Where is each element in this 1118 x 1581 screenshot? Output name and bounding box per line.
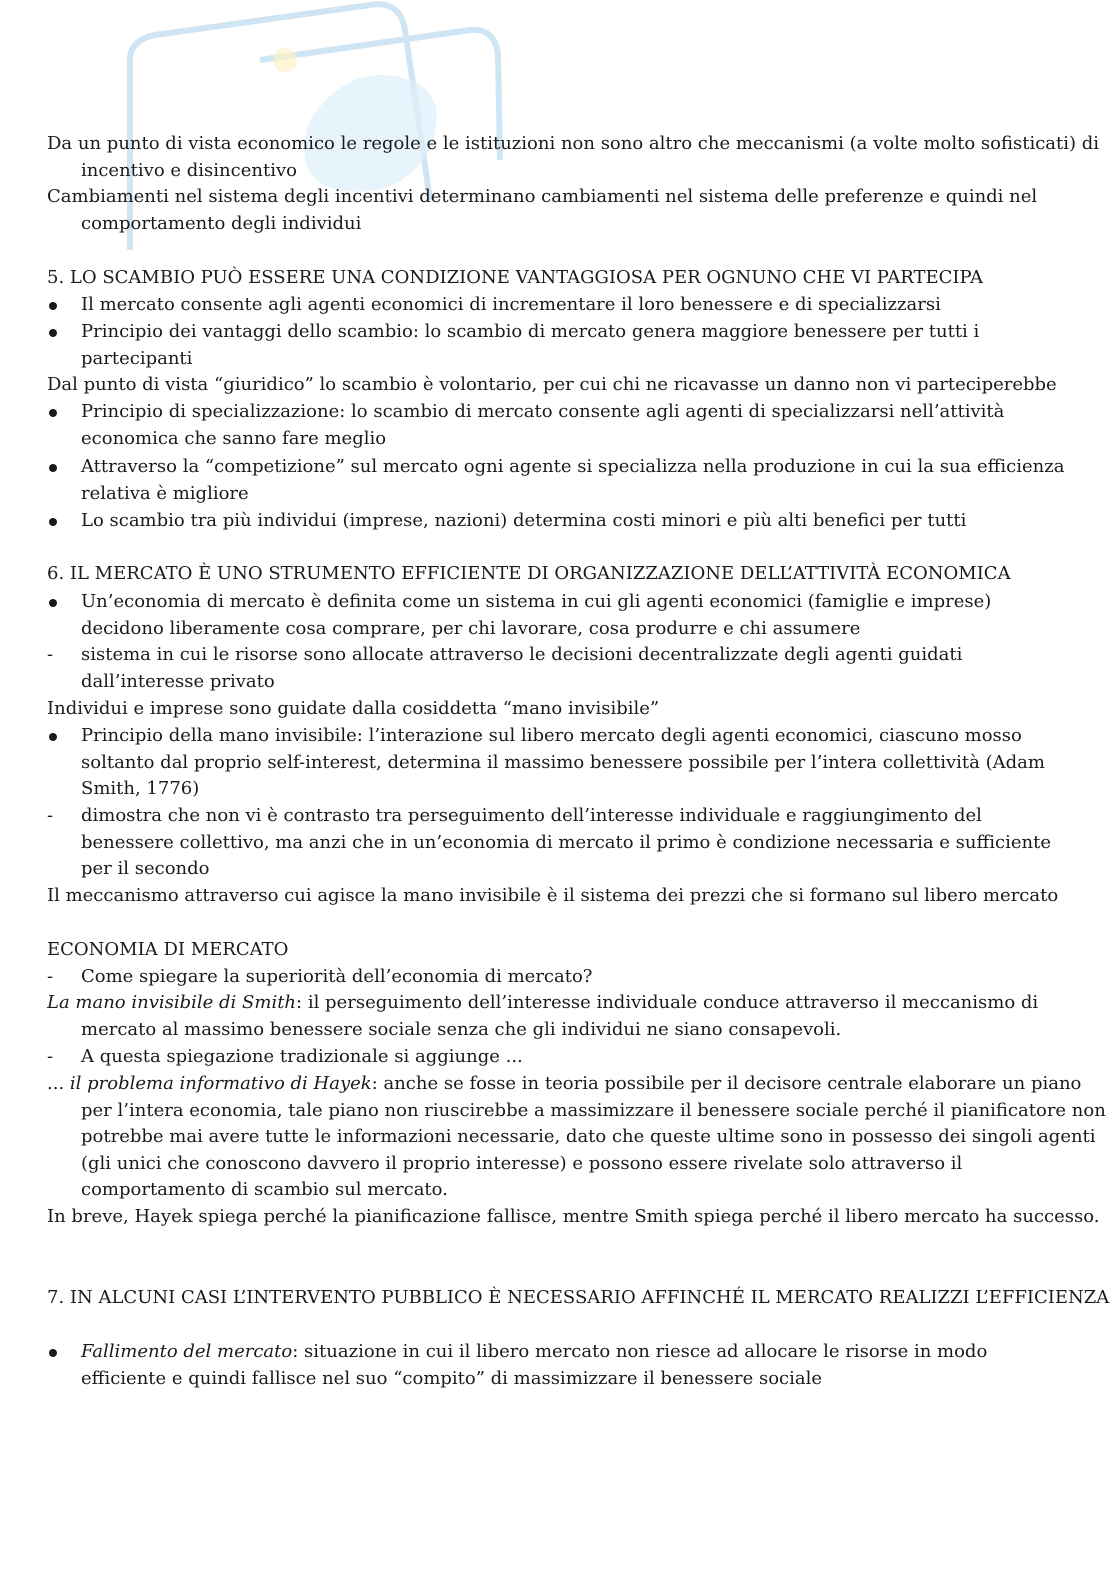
dash-icon: -	[47, 1046, 54, 1067]
paragraph: ... il problema informativo di Hayek: anche se fosse in teoria possibile per il decisore centrale elaborare un piano per l’intera economia, tale piano non riuscirebbe a massimizzare il benessere sociale perché il pianificatore non potrebbe mai avere tutte le informazioni necessarie, dato che queste ultime sono in possesso dei singoli agenti (gli unici che conoscono davvero il proprio interesse) e possono essere rivelate solo attraverso il comportamento di scambio sul mercato.	[47, 1073, 1106, 1201]
list-item: Il mercato consente agli agenti economici di incrementare il loro benessere e di specializzarsi	[47, 292, 1077, 319]
paragraph: In breve, Hayek spiega perché la pianificazione fallisce, mentre Smith spiega perché il libero mercato ha successo.	[47, 1206, 1100, 1227]
list-item: Un’economia di mercato è definita come un sistema in cui gli agenti economici (famiglie e imprese) decidono liberamente cosa comprare, per chi lavorare, cosa produrre e chi assumere	[47, 589, 1077, 642]
list-item: Fallimento del mercato: situazione in cui il libero mercato non riesce ad allocare le risorse in modo efficiente e quindi fallisce nel suo “compito” di massimizzare il benessere sociale	[47, 1339, 1077, 1392]
dash-icon: -	[47, 644, 54, 665]
paragraph: Individui e imprese sono guidate dalla cosiddetta “mano invisibile”	[47, 698, 660, 719]
paragraph: Dal punto di vista “giuridico” lo scambio è volontario, per cui chi ne ricavasse un danno non vi parteciperebbe	[47, 374, 1057, 395]
list-item: Attraverso la “competizione” sul mercato ogni agente si specializza nella produzione in cui la sua efficienza relativa è migliore	[47, 454, 1077, 507]
paragraph: La mano invisibile di Smith: il perseguimento dell’interesse individuale conduce attraverso il meccanismo di mercato al massimo benessere sociale senza che gli individui ne siano consapevoli.	[47, 992, 1039, 1040]
dash-icon: -	[47, 805, 54, 826]
intro-paragraph-1: Da un punto di vista economico le regole e le istituzioni non sono altro che meccanismi (a volte molto sofisticati) di incentivo e disincentivo	[47, 133, 1100, 181]
section-5-heading: 5. LO SCAMBIO PUÒ ESSERE UNA CONDIZIONE VANTAGGIOSA PER OGNUNO CHE VI PARTECIPA	[47, 267, 983, 288]
section-7-heading: 7. IN ALCUNI CASI L’INTERVENTO PUBBLICO È NECESSARIO AFFINCHÉ IL MERCATO REALIZZI L’EFFICIENZA	[47, 1287, 1110, 1308]
list-item: - sistema in cui le risorse sono allocate attraverso le decisioni decentralizzate degli agenti guidati dall’interesse privato	[47, 644, 963, 692]
list-item: - dimostra che non vi è contrasto tra perseguimento dell’interesse individuale e raggiungimento del benessere collettivo, ma anzi che in un’economia di mercato il primo è condizione necessaria e sufficiente per il secondo	[47, 805, 1051, 880]
list-item: Principio della mano invisibile: l’interazione sul libero mercato degli agenti economici, ciascuno mosso soltanto dal proprio self-interest, determina il massimo benessere possibile per l’intera collettività (Adam Smith, 1776)	[47, 723, 1077, 803]
paragraph: Il meccanismo attraverso cui agisce la mano invisibile è il sistema dei prezzi che si formano sul libero mercato	[47, 885, 1059, 906]
intro-paragraph-2: Cambiamenti nel sistema degli incentivi determinano cambiamenti nel sistema delle preferenze e quindi nel comportamento degli individui	[47, 186, 1038, 234]
list-item: Principio dei vantaggi dello scambio: lo scambio di mercato genera maggiore benessere per tutti i partecipanti	[47, 319, 1077, 372]
list-item: - A questa spiegazione tradizionale si aggiunge ...	[47, 1044, 1077, 1071]
section-6-heading: 6. IL MERCATO È UNO STRUMENTO EFFICIENTE DI ORGANIZZAZIONE DELL’ATTIVITÀ ECONOMICA	[47, 563, 1011, 584]
list-item: - Come spiegare la superiorità dell’economia di mercato?	[47, 964, 1077, 991]
dash-icon: -	[47, 966, 54, 987]
list-item: Lo scambio tra più individui (imprese, nazioni) determina costi minori e più alti benefici per tutti	[47, 508, 1077, 535]
list-item: Principio di specializzazione: lo scambio di mercato consente agli agenti di specializzarsi nell’attività economica che sanno fare meglio	[47, 399, 1077, 452]
economia-heading: ECONOMIA DI MERCATO	[47, 939, 289, 960]
